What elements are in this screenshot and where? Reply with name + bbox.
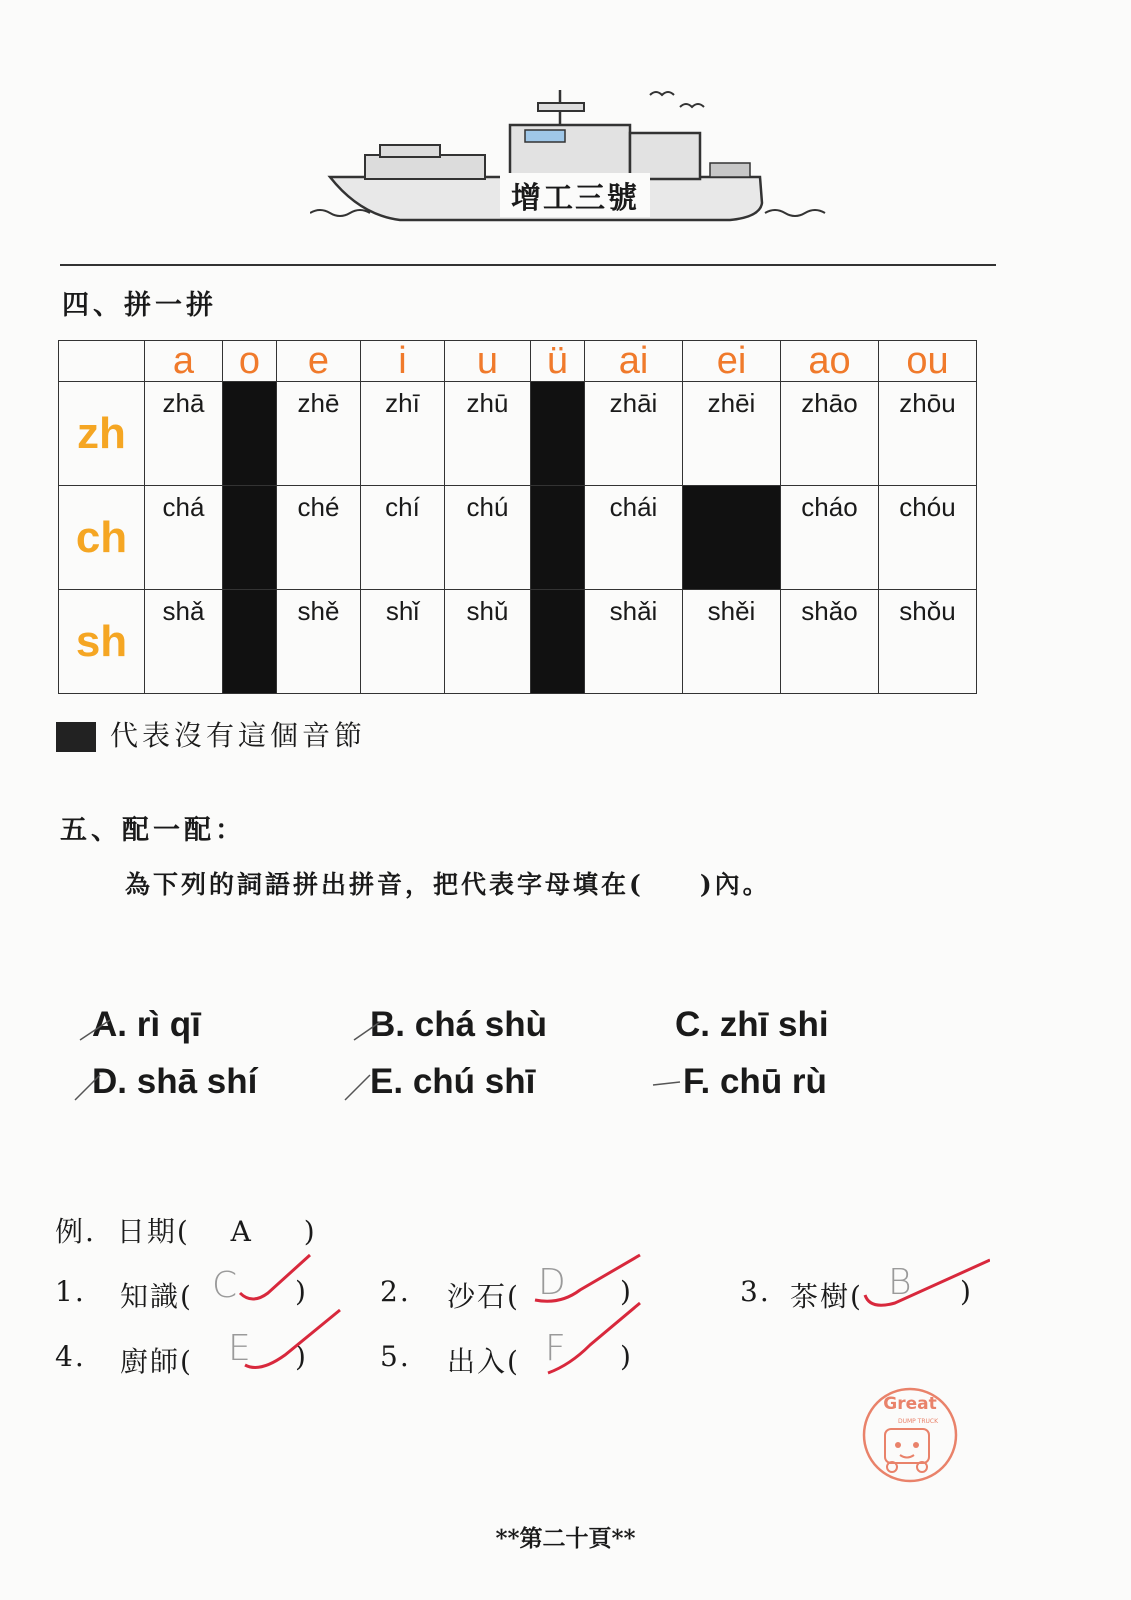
final-header: ü <box>531 341 585 382</box>
check-icon <box>535 1255 640 1301</box>
question-5-num: 5. <box>380 1340 411 1373</box>
option-d: D. shā shí <box>92 1062 258 1101</box>
question-1-answer[interactable]: C <box>212 1265 238 1306</box>
section5-instruction: 為下列的詞語拼出拼音，把代表字母填在( )內。 <box>125 870 771 899</box>
final-header: ao <box>781 341 879 382</box>
syllable-cell: zhā <box>145 382 223 486</box>
grid-row-zh <box>59 382 977 486</box>
syllable-cell: chái <box>585 486 683 590</box>
grid-corner <box>59 341 145 382</box>
question-1-num: 1. <box>55 1275 86 1308</box>
question-3-close: ) <box>960 1275 973 1308</box>
no-syllable-cell <box>531 382 585 486</box>
syllable-cell: shǎ <box>145 590 223 694</box>
question-2-num: 2. <box>380 1275 411 1308</box>
final-header: ou <box>879 341 977 382</box>
syllable-cell: zhē <box>277 382 361 486</box>
initial-label: sh <box>59 590 145 694</box>
crossed-off-marks <box>70 1000 770 1110</box>
syllable-cell: shěi <box>683 590 781 694</box>
example-label: 例. <box>55 1215 96 1248</box>
final-header: ai <box>585 341 683 382</box>
check-icon <box>548 1303 640 1373</box>
syllable-cell: ché <box>277 486 361 590</box>
syllable-cell: chí <box>361 486 445 590</box>
syllable-cell: shǒu <box>879 590 977 694</box>
final-header: a <box>145 341 223 382</box>
syllable-cell: shě <box>277 590 361 694</box>
page-number: **第二十頁** <box>495 1525 636 1552</box>
svg-text:Great: Great <box>883 1394 937 1414</box>
example-row <box>55 1210 317 1250</box>
option-c: C. zhī shi <box>675 1005 829 1044</box>
no-syllable-cell <box>223 590 277 694</box>
example-answer: A <box>230 1215 253 1248</box>
syllable-cell: shǐ <box>361 590 445 694</box>
question-5-close: ) <box>620 1340 633 1373</box>
question-2-answer[interactable]: D <box>538 1262 566 1303</box>
grid-row-sh <box>59 590 977 694</box>
syllable-cell: chú <box>445 486 531 590</box>
grid-row-ch <box>59 486 977 590</box>
option-f: F. chū rù <box>683 1062 827 1101</box>
syllable-cell: shǎo <box>781 590 879 694</box>
example-word: 日期( <box>116 1215 190 1248</box>
question-4-close: ) <box>295 1340 308 1373</box>
initial-label: zh <box>59 382 145 486</box>
pinyin-grid <box>58 340 977 694</box>
question-3-word: 茶樹( <box>790 1280 863 1313</box>
question-5-word: 出入( <box>447 1345 520 1378</box>
section5-title: 五、配一配： <box>60 815 246 846</box>
question-3-answer[interactable]: B <box>888 1262 912 1303</box>
option-e: E. chú shī <box>370 1062 536 1101</box>
syllable-cell: zhōu <box>879 382 977 486</box>
question-1-word: 知識( <box>120 1280 193 1313</box>
no-syllable-cell <box>223 486 277 590</box>
final-header: ei <box>683 341 781 382</box>
legend-text: 代表沒有這個音節 <box>110 719 367 752</box>
no-syllable-cell <box>223 382 277 486</box>
check-icon <box>245 1310 340 1367</box>
question-3-num: 3. <box>740 1275 771 1308</box>
question-4-answer[interactable]: E <box>228 1328 251 1369</box>
final-header: o <box>223 341 277 382</box>
question-4-word: 廚師( <box>120 1345 193 1378</box>
divider-line <box>60 264 996 266</box>
legend-black-box <box>56 722 96 752</box>
question-5-answer[interactable]: F <box>545 1328 566 1369</box>
example-close: ) <box>303 1215 317 1248</box>
syllable-cell: zhū <box>445 382 531 486</box>
section4-title: 四、拼一拼 <box>62 290 217 321</box>
no-syllable-cell <box>531 486 585 590</box>
no-syllable-cell <box>531 590 585 694</box>
question-1-close: ) <box>295 1275 308 1308</box>
final-header: i <box>361 341 445 382</box>
initial-label: ch <box>59 486 145 590</box>
ship-name: 增工三號 <box>500 173 650 217</box>
check-icon <box>240 1255 310 1299</box>
syllable-cell: shǔ <box>445 590 531 694</box>
syllable-cell: zhēi <box>683 382 781 486</box>
syllable-cell: chóu <box>879 486 977 590</box>
syllable-cell: chá <box>145 486 223 590</box>
svg-text:DUMP TRUCK: DUMP TRUCK <box>897 1418 939 1425</box>
question-4-num: 4. <box>55 1340 86 1373</box>
syllable-cell: shǎi <box>585 590 683 694</box>
check-icon <box>865 1260 990 1305</box>
question-2-word: 沙石( <box>447 1280 520 1313</box>
question-2-close: ) <box>620 1275 633 1308</box>
option-b: B. chá shù <box>370 1005 547 1044</box>
great-dump-truck-stamp <box>860 1385 960 1485</box>
final-header: e <box>277 341 361 382</box>
final-header: u <box>445 341 531 382</box>
option-a: A. rì qī <box>92 1005 201 1044</box>
syllable-cell: zhāo <box>781 382 879 486</box>
syllable-cell: cháo <box>781 486 879 590</box>
grid-header-row <box>59 341 977 382</box>
no-syllable-cell <box>683 486 781 590</box>
check-marks <box>230 1245 990 1385</box>
syllable-cell: zhāi <box>585 382 683 486</box>
syllable-cell: zhī <box>361 382 445 486</box>
